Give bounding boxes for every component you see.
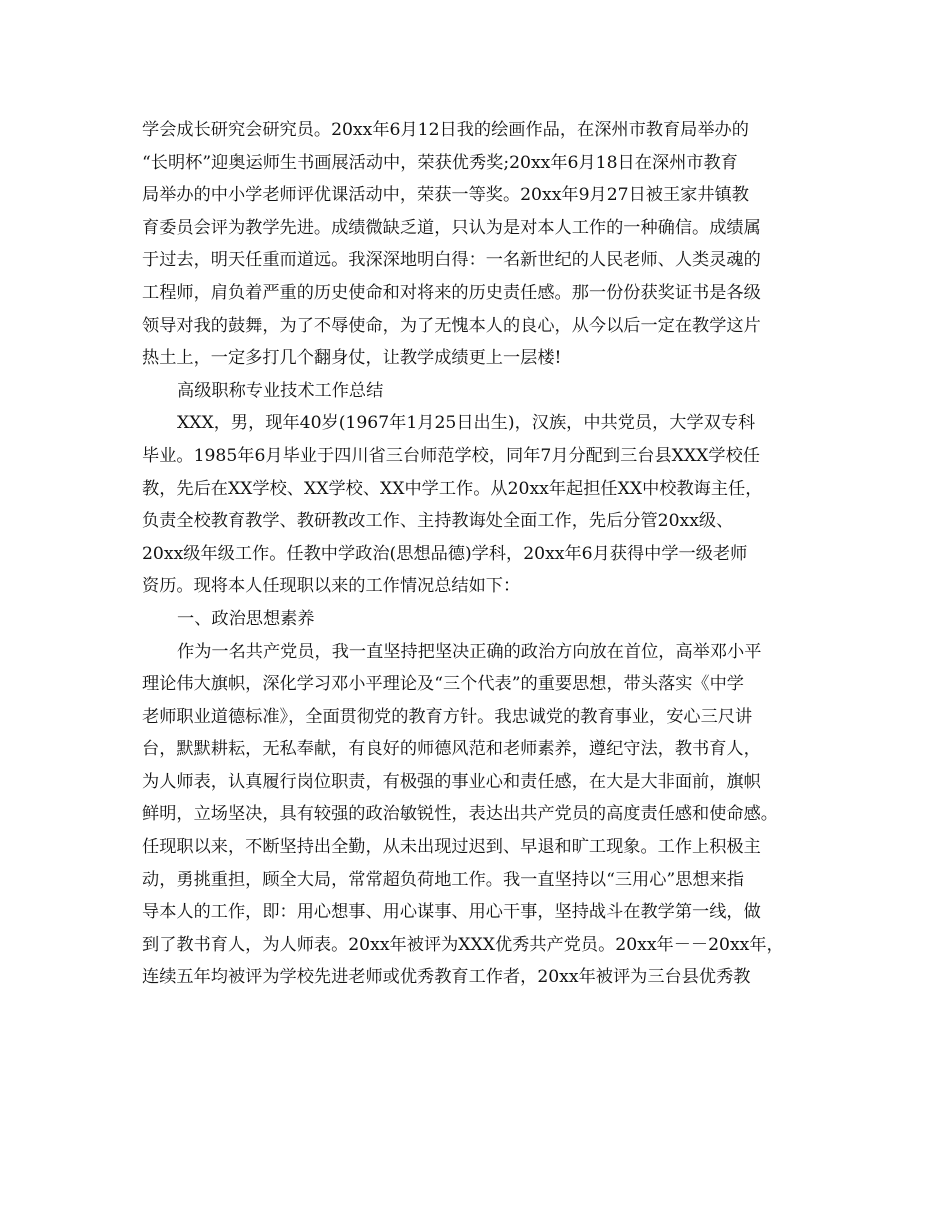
text-line: 连续五年均被评为学校先进老师或优秀教育工作者，20xx年被评为三台县优秀教 <box>142 967 751 988</box>
text-line: 毕业。1985年6月毕业于四川省三台师范学校，同年7月分配到三台县XXX学校任 <box>142 445 760 466</box>
text-line: 教，先后在XX学校、XX学校、XX中学工作。从20xx年起担任XX中校教诲主任， <box>142 478 763 499</box>
text-line: 为人师表，认真履行岗位职责，有极强的事业心和责任感，在大是大非面前，旗帜 <box>142 771 761 792</box>
text-line: “长明杯”迎奥运师生书画展活动中，荣获优秀奖;20xx年6月18日在深州市教育 <box>142 152 738 173</box>
text-line: 领导对我的鼓舞，为了不辱使命，为了无愧本人的良心，从今以后一定在教学这片 <box>142 315 761 336</box>
text-line: 动，勇挑重担，顾全大局，常常超负荷地工作。我一直坚持以“三用心”思想来指 <box>142 869 744 890</box>
document-body <box>142 114 826 994</box>
text-line: 台，默默耕耘，无私奉献，有良好的师德风范和老师素养，遵纪守法，教书育人， <box>142 739 761 760</box>
text-line: 到了教书育人，为人师表。20xx年被评为XXX优秀共产党员。20xx年－－20xx年， <box>142 934 784 955</box>
text-line: 学会成长研究会研究员。20xx年6月12日我的绘画作品，在深州市教育局举办的 <box>142 120 749 140</box>
text-line: 导本人的工作，即：用心想事、用心谋事、用心干事，坚持战斗在教学第一线，做 <box>142 902 761 923</box>
text-line: 任现职以来，不断坚持出全勤，从未出现过迟到、早退和旷工现象。工作上积极主 <box>142 837 761 858</box>
text-line: 作为一名共产党员，我一直坚持把坚决正确的政治方向放在首位，高举邓小平 <box>177 641 762 662</box>
text-line: XXX，男，现年40岁(1967年1月25日出生)，汉族，中共党员，大学双专科 <box>177 413 756 434</box>
text-line: 鲜明，立场坚决，具有较强的政治敏锐性，表达出共产党员的高度责任感和使命感。 <box>142 804 778 825</box>
text-line: 一、政治思想素养 <box>177 608 315 629</box>
text-line: 资历。现将本人任现职以来的工作情况总结如下： <box>142 576 521 597</box>
text-line: 20xx级年级工作。任教中学政治(思想品德)学科，20xx年6月获得中学一级老师 <box>142 543 748 564</box>
text-line: 高级职称专业技术工作总结 <box>177 380 384 401</box>
text-line: 于过去，明天任重而道远。我深深地明白得：一名新世纪的人民老师、人类灵魂的 <box>142 250 761 271</box>
text-line: 工程师，肩负着严重的历史使命和对将来的历史责任感。那一份份获奖证书是各级 <box>142 282 761 303</box>
text-line: 局举办的中小学老师评优课活动中，荣获一等奖。20xx年9月27日被王家井镇教 <box>142 185 749 206</box>
text-line: 负责全校教育教学、教研教改工作、主持教诲处全面工作，先后分管20xx级、 <box>142 511 734 532</box>
text-line: 热土上，一定多打几个翻身仗，让教学成绩更上一层楼! <box>142 348 562 369</box>
text-line: 育委员会评为教学先进。成绩微缺乏道，只认为是对本人工作的一种确信。成绩属 <box>142 217 761 238</box>
text-line: 老师职业道德标准》，全面贯彻党的教育方针。我忠诚党的教育事业，安心三尺讲 <box>142 706 753 727</box>
text-line: 理论伟大旗帜，深化学习邓小平理论及“三个代表”的重要思想，带头落实《中学 <box>142 674 744 695</box>
